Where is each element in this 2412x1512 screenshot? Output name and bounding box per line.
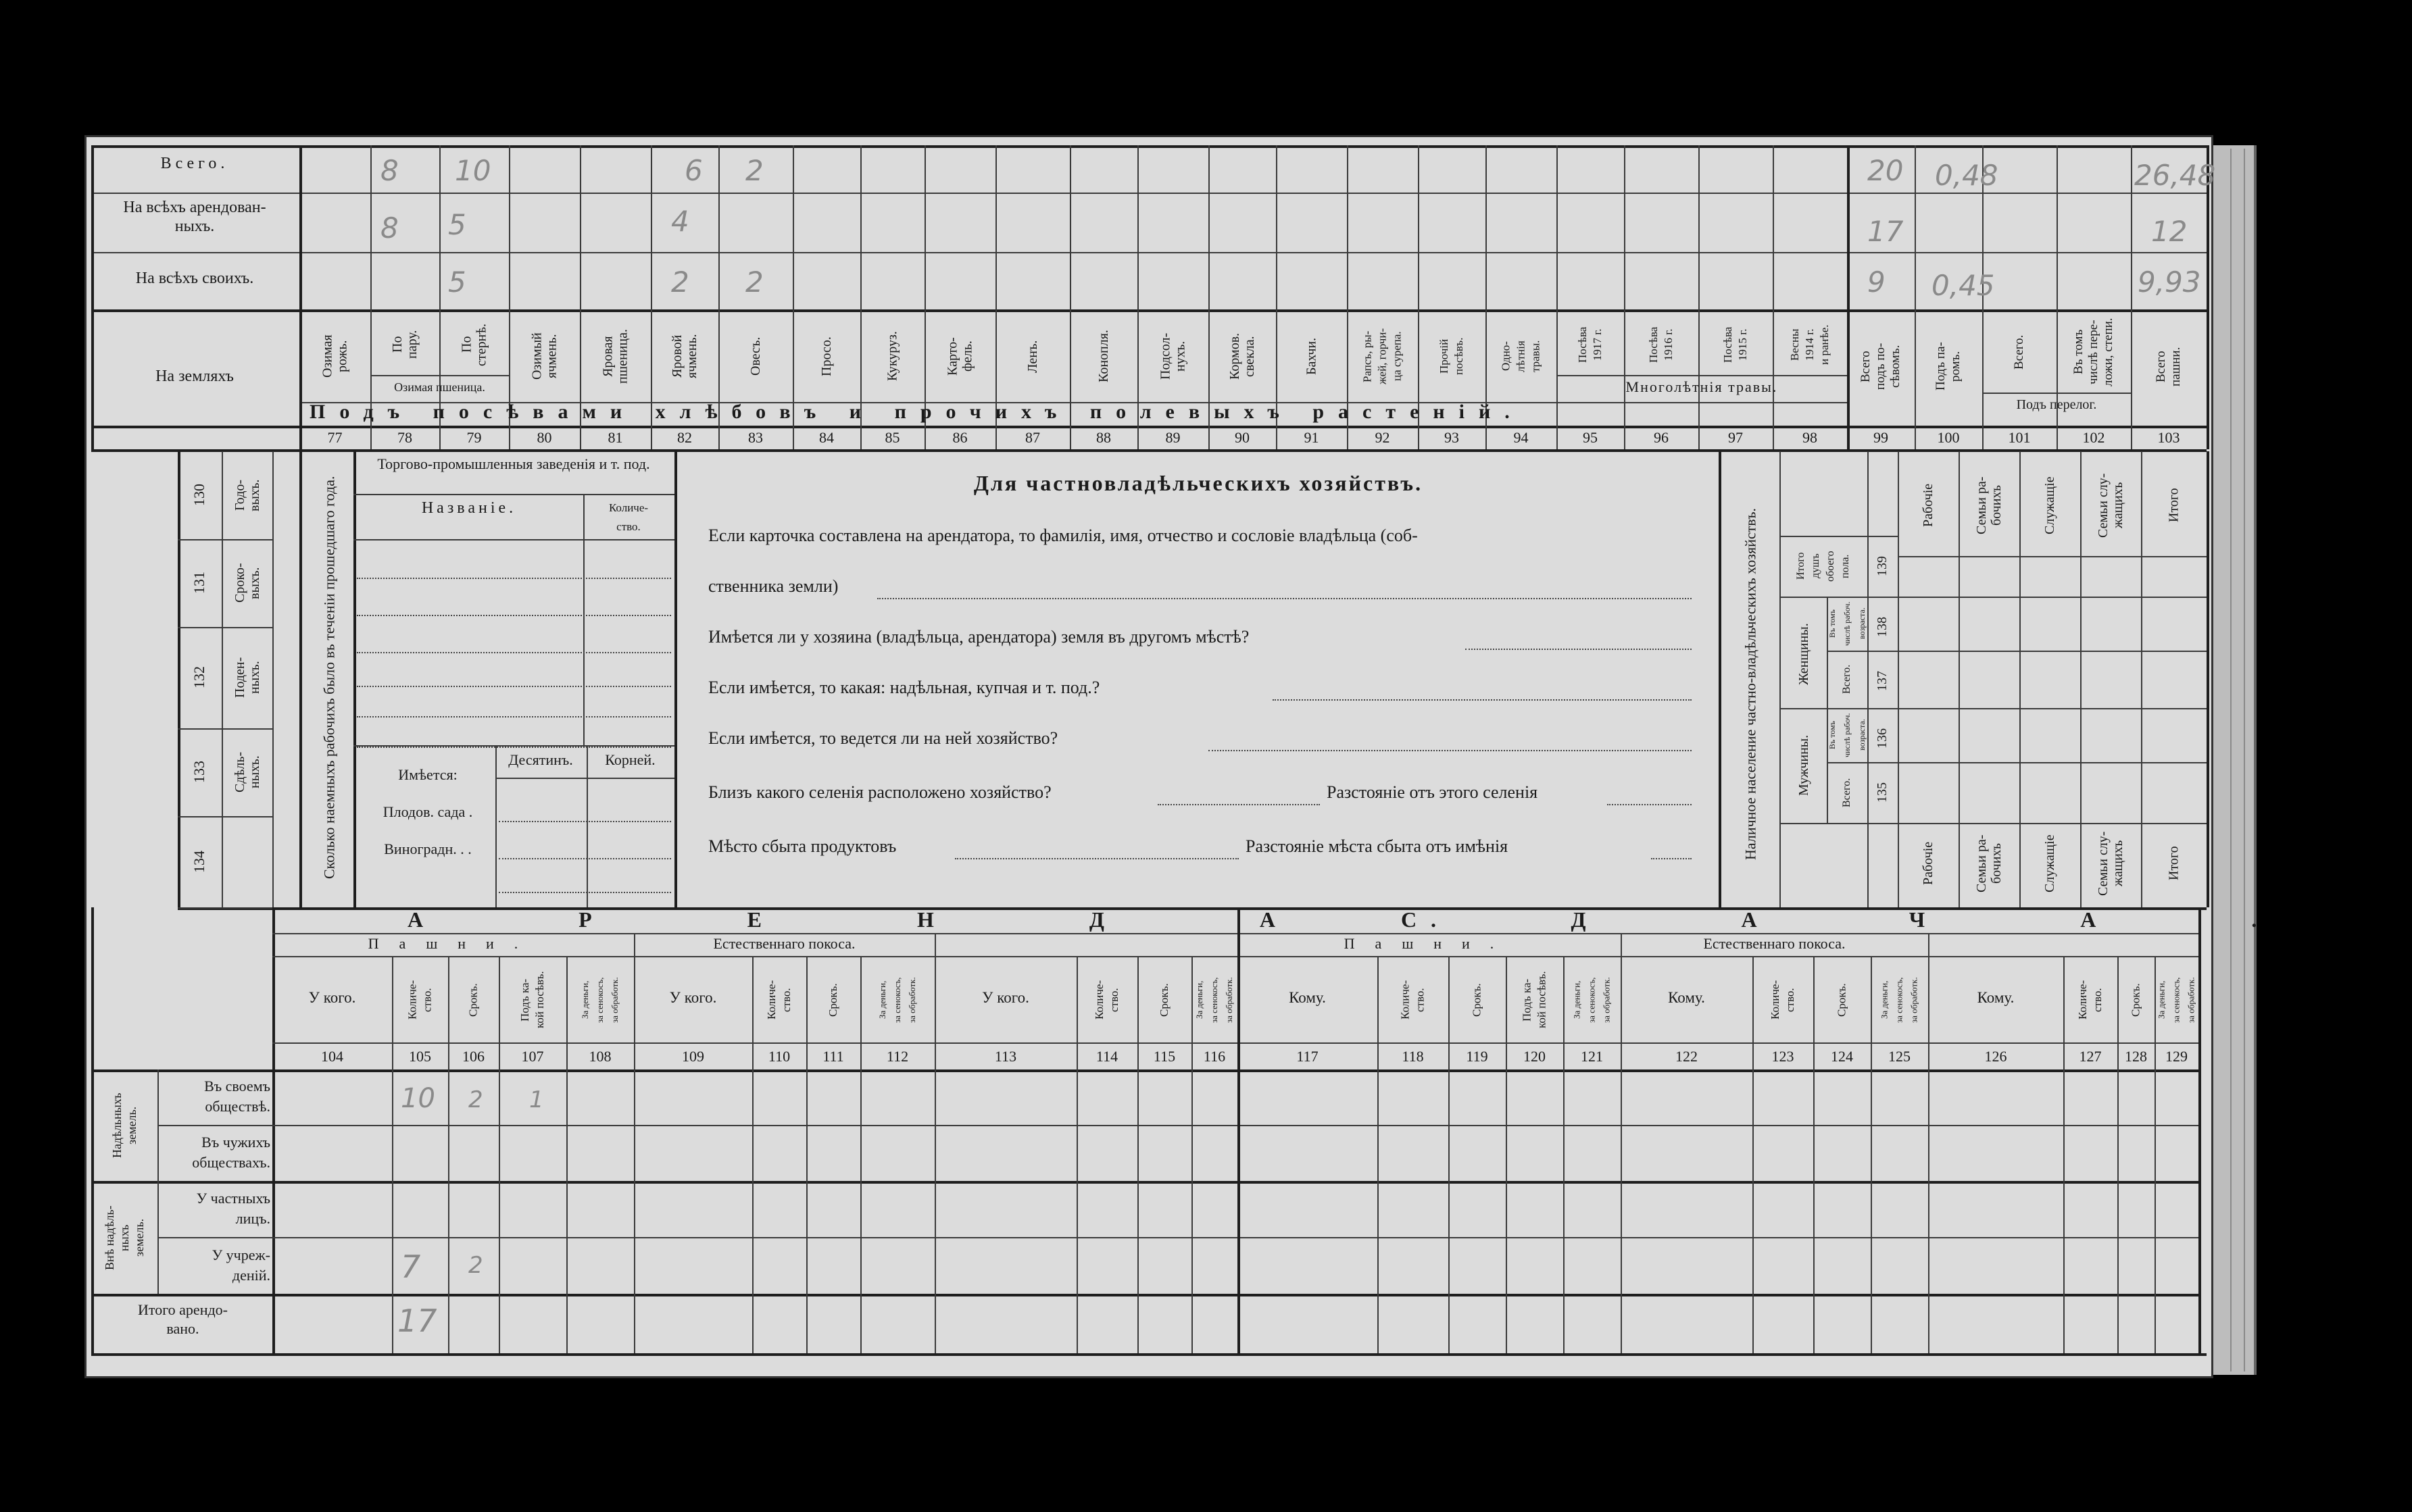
lease-header-119: Срокъ. bbox=[1470, 983, 1483, 1017]
crop-header-92: Рапсъ, ры- жей, горчи- ца сурепа. bbox=[1360, 328, 1404, 385]
crop-col-number-92: 92 bbox=[1375, 429, 1390, 446]
crop-col-number-96: 96 bbox=[1654, 429, 1669, 446]
winter-wheat-line bbox=[370, 375, 509, 376]
form-line-owner: Если карточка составлена на арендатора, то фамилія, имя, отчество и сословіе владѣльца (соб- bbox=[708, 526, 1418, 545]
crop-header-88: Конопля. bbox=[1096, 330, 1111, 383]
pop-row-line bbox=[1779, 597, 1898, 598]
form-line-farming: Если имѣется, то ведется ли на ней хозяйство? bbox=[708, 728, 1058, 748]
lease-col-number-129: 129 bbox=[2165, 1048, 2188, 1065]
top-left-border bbox=[91, 145, 94, 449]
lease-header-110: Количе- ство. bbox=[765, 980, 793, 1020]
crop-header-85: Кукуруз. bbox=[885, 331, 900, 382]
handwritten-value: 9 bbox=[1867, 266, 1886, 299]
lease-col-number-114: 114 bbox=[1096, 1048, 1118, 1065]
lease-header-108: За деньги, за сенокосъ, за обработк. bbox=[580, 977, 620, 1023]
handwritten-value: 1 bbox=[529, 1086, 544, 1113]
right-header-99: Всего подъ по- сѣвомъ. bbox=[1859, 343, 1902, 390]
arenda-title: АРЕНДА. bbox=[408, 907, 1592, 932]
colnum-line bbox=[91, 1069, 2198, 1072]
pop-number-139: 139 bbox=[1875, 556, 1890, 576]
lease-header-118: Количе- ство. bbox=[1398, 980, 1427, 1020]
lease-header-120: Подъ ка- кой посѣвъ. bbox=[1520, 971, 1548, 1029]
perennial-label: Многолѣтнія травы. bbox=[1625, 378, 1778, 395]
orchard-dotted-line bbox=[499, 857, 671, 859]
group-divider bbox=[1928, 933, 1929, 956]
hired-col-number-133: 133 bbox=[191, 761, 207, 784]
crop-header-93: Прочій посѣвъ. bbox=[1437, 337, 1465, 376]
hired-col-number-131: 131 bbox=[191, 572, 207, 595]
body-row-line bbox=[157, 1125, 2198, 1126]
form-line-land-type: Если имѣется, то какая: надѣльная, купчая и т. под.? bbox=[708, 678, 1100, 697]
crop-header-98: Весны 1914 г. и ранѣе. bbox=[1788, 324, 1831, 365]
handwritten-value: 2 bbox=[745, 266, 764, 299]
top-table-bottom bbox=[91, 449, 2207, 452]
pop-men: Мужчины. bbox=[1796, 734, 1811, 797]
hired-col-label: Сдѣль- ныхъ. bbox=[232, 751, 262, 793]
lease-col-number-111: 111 bbox=[822, 1048, 844, 1065]
lease-header-128: Срокъ. bbox=[2129, 983, 2142, 1017]
perennial-line bbox=[1556, 375, 1847, 376]
lease-col-number-117: 117 bbox=[1296, 1048, 1319, 1065]
handwritten-value: 17 bbox=[397, 1303, 437, 1339]
pop-women-workers: Въ томъ числѣ рабоч. возраста. bbox=[1827, 601, 1867, 646]
staff-header-bottom: Семьи ра- бочихъ bbox=[1974, 834, 2004, 892]
staff-col-line bbox=[2207, 451, 2209, 907]
lease-header-106: Срокъ. bbox=[466, 983, 480, 1017]
trade-row-line bbox=[353, 539, 674, 540]
subgroup-line bbox=[272, 956, 2198, 957]
pop-total-both: Итого душъ обоего пола. bbox=[1795, 551, 1851, 582]
handwritten-value: 17 bbox=[1867, 215, 1904, 248]
staff-row-line bbox=[1898, 651, 2207, 652]
lease-col-number-115: 115 bbox=[1153, 1048, 1176, 1065]
top-border bbox=[91, 145, 2207, 148]
crop-col-number-83: 83 bbox=[748, 429, 763, 446]
hired-col-number-132: 132 bbox=[191, 666, 207, 689]
lease-col-number-112: 112 bbox=[886, 1048, 909, 1065]
mid-col-line bbox=[272, 451, 274, 907]
pop-number-135: 135 bbox=[1875, 782, 1890, 803]
crop-header-83: Овесъ. bbox=[748, 336, 763, 376]
population-title: Наличное население частно-владѣльческихъ хозяйствъ. bbox=[1742, 508, 1759, 861]
row-institutions: У учреж- деній. bbox=[212, 1246, 270, 1284]
form-line-other-land: Имѣется ли у хозяина (владѣльца, арендатора) земля въ другомъ мѣстѣ? bbox=[708, 627, 1250, 647]
lease-col-line bbox=[1621, 956, 1622, 1353]
form-answer-line bbox=[1208, 749, 1692, 751]
crop-header-81: Яровая пшеница. bbox=[600, 329, 631, 384]
form-answer-line bbox=[1651, 857, 1692, 859]
hired-workers-title: Сколько наемныхъ рабочихъ было въ теченіи прошедшаго года. bbox=[320, 476, 338, 880]
handwritten-value: 2 bbox=[745, 154, 764, 187]
arenda-plough-title: Пашни. bbox=[368, 935, 539, 952]
korney-header: Корней. bbox=[605, 751, 656, 768]
trade-bottom-line bbox=[353, 745, 674, 747]
staff-line bbox=[1898, 556, 2207, 557]
staff-header-bottom: Семьи слу- жащихъ bbox=[2096, 831, 2125, 896]
crop-col-number-79: 79 bbox=[466, 429, 482, 446]
crop-col-number-91: 91 bbox=[1304, 429, 1319, 446]
handwritten-value: 20 bbox=[1867, 154, 1904, 187]
crops-banner: Подъ посѣвами хлѣбовъ и прочихъ полевыхъ растеній. bbox=[310, 401, 1524, 423]
crop-header-80: Озимый ячмень. bbox=[529, 332, 560, 380]
lease-col-number-123: 123 bbox=[1771, 1048, 1794, 1065]
vne-nadel-label: Внѣ надѣль- ныхъ земель. bbox=[103, 1205, 146, 1270]
handwritten-value: 2 bbox=[671, 266, 689, 299]
body-row-line bbox=[91, 1181, 2198, 1184]
vineyard-label: Виноградн. . . bbox=[384, 840, 472, 857]
row-label-total: Всего. bbox=[160, 155, 229, 172]
trade-name-header: Названіе. bbox=[421, 499, 517, 517]
handwritten-value: 8 bbox=[380, 211, 399, 245]
sdacha-hay-title: Естественнаго покоса. bbox=[1703, 935, 1846, 952]
lease-col-number-120: 120 bbox=[1523, 1048, 1546, 1065]
handwritten-value: 2 bbox=[468, 1252, 483, 1279]
form-title: Для частновладѣльческихъ хозяйствъ. bbox=[973, 471, 1423, 495]
staff-header-bottom: Служащіе bbox=[2042, 834, 2057, 892]
lease-header-116: За деньги, за сенокосъ, за обработк. bbox=[1194, 977, 1234, 1023]
desyatin-header: Десятинъ. bbox=[508, 751, 573, 768]
trade-title-line bbox=[353, 494, 674, 495]
crop-col-number-88: 88 bbox=[1096, 429, 1111, 446]
lease-col-number-118: 118 bbox=[1402, 1048, 1424, 1065]
hired-col-label: Годо- выхъ. bbox=[232, 479, 262, 511]
fallow-line bbox=[1982, 393, 2131, 394]
crop-col-number-85: 85 bbox=[885, 429, 900, 446]
lease-header-112: За деньги, за сенокосъ, за обработк. bbox=[877, 977, 917, 1023]
form-left-border bbox=[674, 451, 677, 907]
staff-header-bottom: Итого bbox=[2166, 846, 2182, 881]
lease-header-115: Срокъ. bbox=[1158, 983, 1171, 1017]
row-other-communities: Въ чужихъ обществахъ. bbox=[192, 1134, 270, 1171]
row-label-lands: На земляхъ bbox=[155, 368, 234, 385]
crop-header-91: Бахчи. bbox=[1304, 337, 1319, 376]
lease-col-line bbox=[1928, 956, 1929, 1353]
form-answer-line bbox=[1465, 647, 1692, 650]
lease-col-line bbox=[935, 956, 936, 1353]
trade-title: Торгово-промышленныя заведенія и т. под. bbox=[377, 455, 650, 472]
handwritten-value: 26,48 bbox=[2134, 159, 2216, 192]
crop-header-82: Яровой ячмень. bbox=[670, 334, 699, 379]
row-own-community: Въ своемъ обществѣ. bbox=[204, 1078, 270, 1115]
trade-dotted-line bbox=[357, 651, 671, 653]
crop-header-95: Посѣва 1917 г. bbox=[1576, 326, 1604, 363]
crop-header-97: Посѣва 1915 г. bbox=[1721, 326, 1749, 363]
bottom-right-border bbox=[2198, 907, 2201, 1353]
form-answer-line bbox=[1607, 803, 1692, 805]
group-divider bbox=[935, 933, 936, 956]
pop-number-138: 138 bbox=[1875, 617, 1890, 637]
top-row-line bbox=[91, 252, 2207, 253]
staff-row-line bbox=[1898, 708, 2207, 709]
crop-col-number-80: 80 bbox=[537, 429, 552, 446]
pop-men-total: Всего. bbox=[1841, 778, 1852, 807]
right-col-number-99: 99 bbox=[1873, 429, 1888, 446]
top-row-line bbox=[91, 193, 2207, 194]
top-row-line bbox=[91, 309, 2207, 312]
crop-header-79: По стернѣ. bbox=[459, 323, 489, 366]
staff-header-top: Рабочіе bbox=[1921, 483, 1936, 528]
lease-col-number-113: 113 bbox=[994, 1048, 1017, 1065]
bottom-label-divider bbox=[272, 907, 275, 1353]
form-right-border bbox=[1719, 451, 1721, 907]
right-col-number-100: 100 bbox=[1937, 429, 1960, 446]
trade-dotted-line bbox=[357, 576, 671, 579]
mid-row-line bbox=[178, 907, 272, 909]
orchard-header-line bbox=[495, 778, 674, 779]
staff-header-top: Итого bbox=[2166, 488, 2182, 523]
crop-col-number-87: 87 bbox=[1025, 429, 1040, 446]
staff-row-line bbox=[1898, 762, 2207, 763]
row-label-own: На всѣхъ своихъ. bbox=[135, 270, 254, 287]
crop-col-number-77: 77 bbox=[327, 429, 343, 446]
arenda-hay-title: Естественнаго покоса. bbox=[713, 935, 856, 952]
lease-col-number-126: 126 bbox=[1984, 1048, 2007, 1065]
lease-header-121: За деньги, за сенокосъ, за обработк. bbox=[1571, 977, 1612, 1023]
lease-header-117: Кому. bbox=[1289, 989, 1326, 1006]
handwritten-value: 0,48 bbox=[1935, 159, 1998, 192]
lease-col-number-116: 116 bbox=[1203, 1048, 1226, 1065]
crop-header-84: Просо. bbox=[819, 336, 834, 376]
trade-qty-header: Количе- ство. bbox=[608, 501, 649, 533]
pop-row-line bbox=[1779, 536, 1898, 537]
crop-col-number-97: 97 bbox=[1728, 429, 1743, 446]
pop-row-line bbox=[1779, 823, 1898, 824]
hired-col-number-130: 130 bbox=[191, 484, 207, 507]
form-answer-line bbox=[877, 597, 1692, 599]
card-page-edge-lines bbox=[2230, 149, 2245, 1371]
crop-header-77: Озимая рожь. bbox=[320, 334, 350, 378]
row-label-leased: На всѣхъ арендован- ныхъ. bbox=[123, 199, 266, 235]
lease-col-number-104: 104 bbox=[321, 1048, 343, 1065]
orchard-dotted-line bbox=[499, 890, 671, 893]
staff-line bbox=[1898, 823, 2207, 824]
lease-col-number-107: 107 bbox=[521, 1048, 544, 1065]
lease-header-114: Количе- ство. bbox=[1093, 980, 1121, 1020]
crop-col-number-86: 86 bbox=[952, 429, 968, 446]
handwritten-value: 0,45 bbox=[1931, 269, 1995, 302]
pop-row-line bbox=[1779, 708, 1898, 709]
hired-col-label bbox=[224, 823, 271, 901]
handwritten-value: 10 bbox=[455, 154, 491, 187]
pop-women: Женщины. bbox=[1796, 623, 1811, 685]
mid-col-line bbox=[222, 451, 223, 907]
group-divider bbox=[1621, 933, 1622, 956]
label-col-divider bbox=[299, 145, 302, 449]
right-col-number-101: 101 bbox=[2008, 429, 2031, 446]
crop-col-number-84: 84 bbox=[819, 429, 834, 446]
lease-header-125: За деньги, за сенокосъ, за обработк. bbox=[1879, 977, 1919, 1023]
crop-col-number-98: 98 bbox=[1802, 429, 1817, 446]
crop-col-number-95: 95 bbox=[1583, 429, 1598, 446]
lease-col-number-119: 119 bbox=[1466, 1048, 1488, 1065]
lease-col-number-124: 124 bbox=[1831, 1048, 1853, 1065]
hired-col-label: Сроко- выхъ. bbox=[232, 563, 262, 603]
crop-col-number-78: 78 bbox=[397, 429, 412, 446]
trade-dotted-line bbox=[357, 684, 671, 687]
form-answer-line bbox=[1158, 803, 1320, 805]
crop-header-87: Ленъ. bbox=[1025, 340, 1040, 373]
lease-header-123: Количе- ство. bbox=[1769, 980, 1796, 1020]
trade-dotted-line bbox=[357, 715, 671, 717]
lease-header-104: У кого. bbox=[308, 989, 356, 1006]
lease-header-122: Кому. bbox=[1668, 989, 1705, 1006]
form-line-distance: Разстояніе отъ этого селенія bbox=[1327, 782, 1538, 802]
crop-header-94: Одно- лѣтнія травы. bbox=[1499, 340, 1542, 373]
handwritten-value: 8 bbox=[380, 154, 399, 187]
mid-row-line bbox=[178, 627, 272, 628]
pop-number-136: 136 bbox=[1875, 728, 1890, 749]
right-header-103: Всего пашни. bbox=[2154, 347, 2183, 386]
right-col-number-102: 102 bbox=[2082, 429, 2105, 446]
crop-header-86: Карто- фель. bbox=[945, 337, 975, 376]
nadel-label: Надѣльныхъ земель. bbox=[110, 1092, 139, 1158]
mid-row-line bbox=[178, 728, 272, 730]
body-row-line bbox=[157, 1237, 2198, 1238]
mid-row-line bbox=[178, 816, 272, 817]
lease-header-127: Количе- ство. bbox=[2076, 980, 2104, 1020]
crop-col-number-93: 93 bbox=[1444, 429, 1459, 446]
crop-header-90: Кормов. свекла. bbox=[1227, 332, 1257, 380]
lease-col-number-121: 121 bbox=[1581, 1048, 1603, 1065]
winter-wheat-label: Озимая пшеница. bbox=[394, 380, 485, 394]
form-answer-line bbox=[1273, 698, 1692, 701]
right-col-number-103: 103 bbox=[2157, 429, 2180, 446]
orchard-dotted-line bbox=[499, 820, 671, 822]
lease-header-126: Кому. bbox=[1977, 989, 2015, 1006]
lease-col-number-110: 110 bbox=[768, 1048, 791, 1065]
hired-col-number-134: 134 bbox=[191, 851, 207, 873]
lease-header-124: Срокъ. bbox=[1835, 983, 1848, 1017]
lease-col-number-105: 105 bbox=[409, 1048, 431, 1065]
handwritten-value: 2 bbox=[468, 1086, 483, 1113]
handwritten-value: 5 bbox=[448, 266, 466, 299]
staff-row-line bbox=[1898, 597, 2207, 598]
form-line-village: Близъ какого селенія расположено хозяйство? bbox=[708, 782, 1052, 802]
crop-col-number-89: 89 bbox=[1165, 429, 1181, 446]
crop-header-89: Подсол- нухъ. bbox=[1158, 332, 1188, 380]
trade-dotted-line bbox=[357, 613, 671, 616]
form-line-owner-cont: ственника земли) bbox=[708, 576, 839, 596]
handwritten-value: 6 bbox=[685, 154, 703, 187]
staff-header-bottom: Рабочіе bbox=[1921, 841, 1936, 886]
sdacha-title: СДАЧА. bbox=[1401, 907, 2412, 932]
lease-col-number-109: 109 bbox=[682, 1048, 704, 1065]
form-line-market: Мѣсто сбыта продуктовъ bbox=[708, 836, 897, 856]
census-card bbox=[84, 135, 2412, 1378]
crop-col-number-82: 82 bbox=[677, 429, 692, 446]
handwritten-value: 7 bbox=[401, 1249, 421, 1285]
lease-header-129: За деньги, за сенокосъ, за обработк. bbox=[2156, 977, 2196, 1023]
banner-bottom-line bbox=[91, 426, 2207, 428]
lease-col-number-108: 108 bbox=[589, 1048, 612, 1065]
crop-col-number-90: 90 bbox=[1235, 429, 1250, 446]
staff-header-top: Служащіе bbox=[2042, 476, 2057, 534]
lease-header-113: У кого. bbox=[982, 989, 1029, 1006]
crop-col-number-94: 94 bbox=[1513, 429, 1529, 446]
lease-col-number-128: 128 bbox=[2125, 1048, 2147, 1065]
handwritten-value: 9,93 bbox=[2138, 266, 2201, 299]
row-private-persons: У частныхъ лицъ. bbox=[196, 1190, 270, 1227]
form-line-market-distance: Разстояніе мѣста сбыта отъ имѣнія bbox=[1246, 836, 1508, 856]
handwritten-value: 10 bbox=[401, 1083, 435, 1114]
right-header-101: Всего. bbox=[2012, 334, 2026, 370]
lease-col-number-106: 106 bbox=[462, 1048, 485, 1065]
has-label: Имѣется: bbox=[398, 766, 458, 783]
lease-header-109: У кого. bbox=[669, 989, 717, 1006]
fallow-label: Подъ перелог. bbox=[2016, 397, 2097, 412]
lease-header-105: Количе- ство. bbox=[405, 980, 434, 1020]
pop-men-workers: Въ томъ числѣ рабоч. возраста. bbox=[1827, 713, 1867, 757]
staff-header-top: Семьи ра- бочихъ bbox=[1974, 476, 2004, 534]
lease-col-line bbox=[1237, 907, 1240, 1353]
row-total-leased: Итого арендо- вано. bbox=[137, 1301, 228, 1337]
pop-number-137: 137 bbox=[1875, 671, 1890, 691]
group-divider bbox=[634, 933, 635, 956]
lease-header-107: Подъ ка- кой посѣвъ. bbox=[518, 971, 546, 1029]
lease-col-number-127: 127 bbox=[2079, 1048, 2102, 1065]
hired-col-label: Поден- ныхъ. bbox=[232, 657, 262, 699]
crop-header-78: По пару. bbox=[390, 330, 420, 359]
colhdr-line bbox=[272, 1042, 2198, 1044]
handwritten-value: 12 bbox=[2151, 215, 2188, 248]
right-header-100: Подъ па- ромъ. bbox=[1934, 342, 1963, 391]
mid-row-line bbox=[178, 539, 272, 540]
lease-col-number-122: 122 bbox=[1675, 1048, 1698, 1065]
orchard-label: Плодов. сада . bbox=[383, 803, 473, 820]
body-row-line bbox=[91, 1294, 2198, 1296]
crop-header-96: Посѣва 1916 г. bbox=[1647, 326, 1675, 363]
lease-col-number-125: 125 bbox=[1888, 1048, 1911, 1065]
right-header-102: Въ томъ числѣ пере- ложи, степи. bbox=[2071, 318, 2115, 386]
crop-col-number-81: 81 bbox=[608, 429, 623, 446]
lease-header-111: Срокъ. bbox=[827, 983, 839, 1017]
bottom-border bbox=[91, 1353, 2207, 1356]
staff-header-top: Семьи слу- жащихъ bbox=[2096, 473, 2125, 538]
lease-col-line bbox=[634, 956, 635, 1353]
sdacha-plough-title: Пашни. bbox=[1344, 935, 1515, 952]
pop-women-total: Всего. bbox=[1841, 664, 1852, 695]
handwritten-value: 4 bbox=[671, 205, 689, 238]
handwritten-value: 5 bbox=[448, 208, 466, 241]
form-answer-line bbox=[955, 857, 1239, 859]
